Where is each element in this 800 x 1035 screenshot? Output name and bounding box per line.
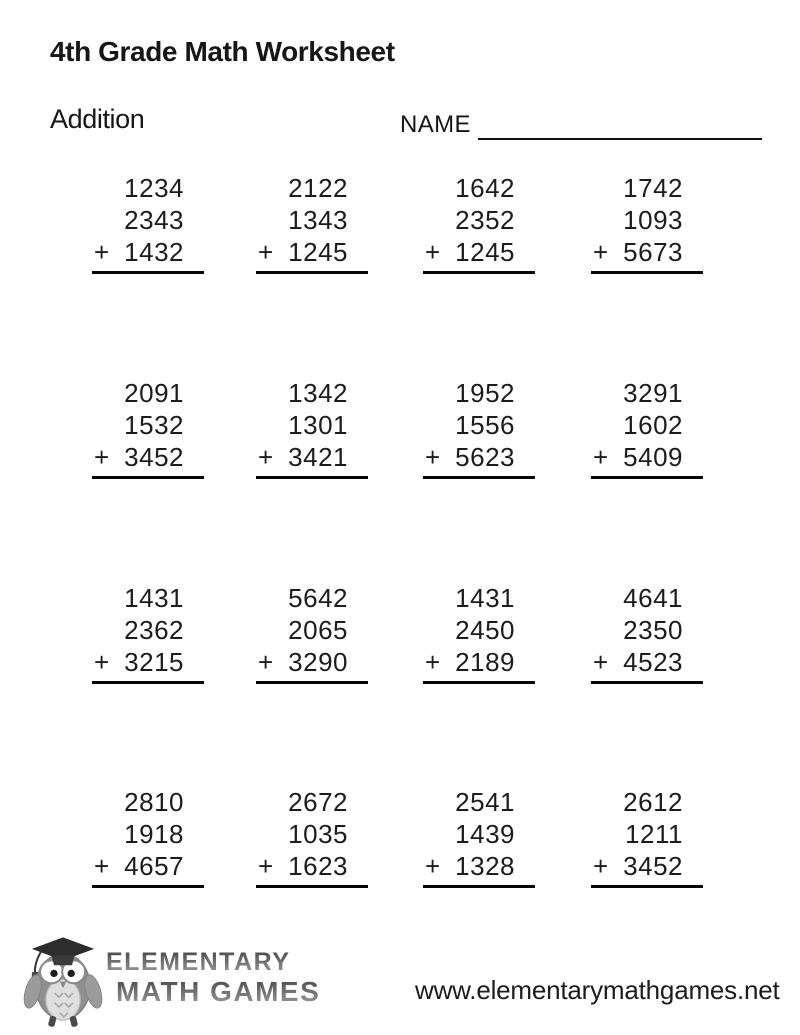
answer-line	[256, 885, 368, 888]
addend: 1602	[623, 410, 683, 440]
addend: 3421	[288, 442, 348, 472]
answer-line	[256, 476, 368, 479]
addend: 2065	[288, 615, 348, 645]
addend: 1556	[455, 410, 515, 440]
addend: 1432	[124, 237, 184, 267]
website-url: www.elementarymathgames.net	[415, 975, 780, 1005]
addend: 5642	[288, 583, 348, 613]
plus-operator: +	[94, 851, 110, 881]
addend: 4523	[623, 647, 683, 677]
addend: 1623	[288, 851, 348, 881]
addition-problem	[591, 786, 703, 888]
addend: 2350	[623, 615, 683, 645]
addend: 1211	[625, 819, 683, 849]
name-blank-line	[478, 110, 762, 140]
addend-row-with-operator	[591, 236, 703, 268]
addend-row-with-operator	[256, 646, 368, 678]
addend-row-with-operator	[256, 850, 368, 882]
addend: 1952	[455, 378, 515, 408]
plus-operator: +	[593, 237, 609, 267]
addend: 3452	[124, 442, 184, 472]
addend: 2672	[288, 787, 348, 817]
addend: 2450	[455, 615, 515, 645]
plus-operator: +	[425, 237, 441, 267]
plus-operator: +	[258, 237, 274, 267]
answer-line	[92, 885, 204, 888]
answer-line	[92, 681, 204, 684]
plus-operator: +	[593, 851, 609, 881]
owl-graduation-cap-icon	[22, 932, 104, 1028]
plus-operator: +	[94, 647, 110, 677]
answer-line	[591, 885, 703, 888]
plus-operator: +	[425, 647, 441, 677]
addend: 1642	[455, 173, 515, 203]
logo-text	[106, 932, 320, 1006]
name-label: NAME	[400, 111, 471, 138]
answer-line	[256, 681, 368, 684]
answer-line	[423, 271, 535, 274]
answer-line	[92, 476, 204, 479]
addend-row-with-operator	[256, 441, 368, 473]
plus-operator: +	[425, 442, 441, 472]
addend: 1431	[124, 583, 184, 613]
addend-row-with-operator	[591, 646, 703, 678]
addend: 1342	[288, 378, 348, 408]
logo-text-line1: ELEMENTARY	[106, 950, 320, 975]
addend: 2612	[623, 787, 683, 817]
answer-line	[423, 476, 535, 479]
plus-operator: +	[258, 647, 274, 677]
addend: 1301	[288, 410, 348, 440]
addend: 1343	[288, 205, 348, 235]
addition-problem	[423, 582, 535, 684]
addend: 1742	[623, 173, 683, 203]
section-label: Addition	[50, 104, 145, 134]
addend: 2343	[124, 205, 184, 235]
addition-problem	[423, 377, 535, 479]
addition-problem	[423, 172, 535, 274]
addend: 3215	[124, 647, 184, 677]
addend-row-with-operator	[423, 236, 535, 268]
answer-line	[591, 681, 703, 684]
elementary-math-games-logo	[22, 932, 320, 1028]
addition-problem	[591, 172, 703, 274]
plus-operator: +	[593, 442, 609, 472]
addend: 1093	[623, 205, 683, 235]
answer-line	[92, 271, 204, 274]
logo-text-line2: MATH GAMES	[116, 976, 321, 1007]
addition-problem	[591, 377, 703, 479]
plus-operator: +	[258, 851, 274, 881]
addend: 5623	[455, 442, 515, 472]
addition-problem	[423, 786, 535, 888]
addition-problem	[256, 377, 368, 479]
plus-operator: +	[94, 442, 110, 472]
name-row	[400, 110, 762, 140]
addend-row-with-operator	[256, 236, 368, 268]
plus-operator: +	[593, 647, 609, 677]
answer-line	[423, 681, 535, 684]
addition-problem	[92, 377, 204, 479]
addend: 2091	[124, 378, 184, 408]
answer-line	[591, 476, 703, 479]
addend-row-with-operator	[423, 646, 535, 678]
addend: 3290	[288, 647, 348, 677]
answer-line	[423, 885, 535, 888]
addend: 2810	[124, 787, 184, 817]
addend: 1431	[455, 583, 515, 613]
addend: 2541	[455, 787, 515, 817]
addition-problem	[92, 786, 204, 888]
addition-problem	[256, 786, 368, 888]
addend: 1245	[288, 237, 348, 267]
addend-row-with-operator	[423, 441, 535, 473]
answer-line	[591, 271, 703, 274]
addend-row-with-operator	[591, 850, 703, 882]
addend-row-with-operator	[591, 441, 703, 473]
addition-problem	[256, 582, 368, 684]
addend: 2189	[455, 647, 515, 677]
addend-row-with-operator	[92, 646, 204, 678]
addend-row-with-operator	[92, 850, 204, 882]
plus-operator: +	[425, 851, 441, 881]
addend: 1328	[455, 851, 515, 881]
answer-line	[256, 271, 368, 274]
addend: 2122	[288, 173, 348, 203]
addend-row-with-operator	[92, 441, 204, 473]
addend: 3291	[623, 378, 683, 408]
addend: 2352	[455, 205, 515, 235]
addition-problem	[92, 582, 204, 684]
addend-row-with-operator	[92, 236, 204, 268]
addend: 2362	[124, 615, 184, 645]
plus-operator: +	[258, 442, 274, 472]
plus-operator: +	[94, 237, 110, 267]
addition-problem	[92, 172, 204, 274]
addend: 1035	[288, 819, 348, 849]
addend: 5673	[623, 237, 683, 267]
addend: 1234	[124, 173, 184, 203]
page-title: 4th Grade Math Worksheet	[50, 36, 395, 67]
addend: 1532	[124, 410, 184, 440]
addition-problem	[256, 172, 368, 274]
addend: 5409	[623, 442, 683, 472]
addend: 4657	[124, 851, 184, 881]
addend-row-with-operator	[423, 850, 535, 882]
addend: 1245	[455, 237, 515, 267]
addition-problem	[591, 582, 703, 684]
addend: 1918	[124, 819, 184, 849]
addend: 1439	[455, 819, 515, 849]
addend: 4641	[623, 583, 683, 613]
addend: 3452	[623, 851, 683, 881]
